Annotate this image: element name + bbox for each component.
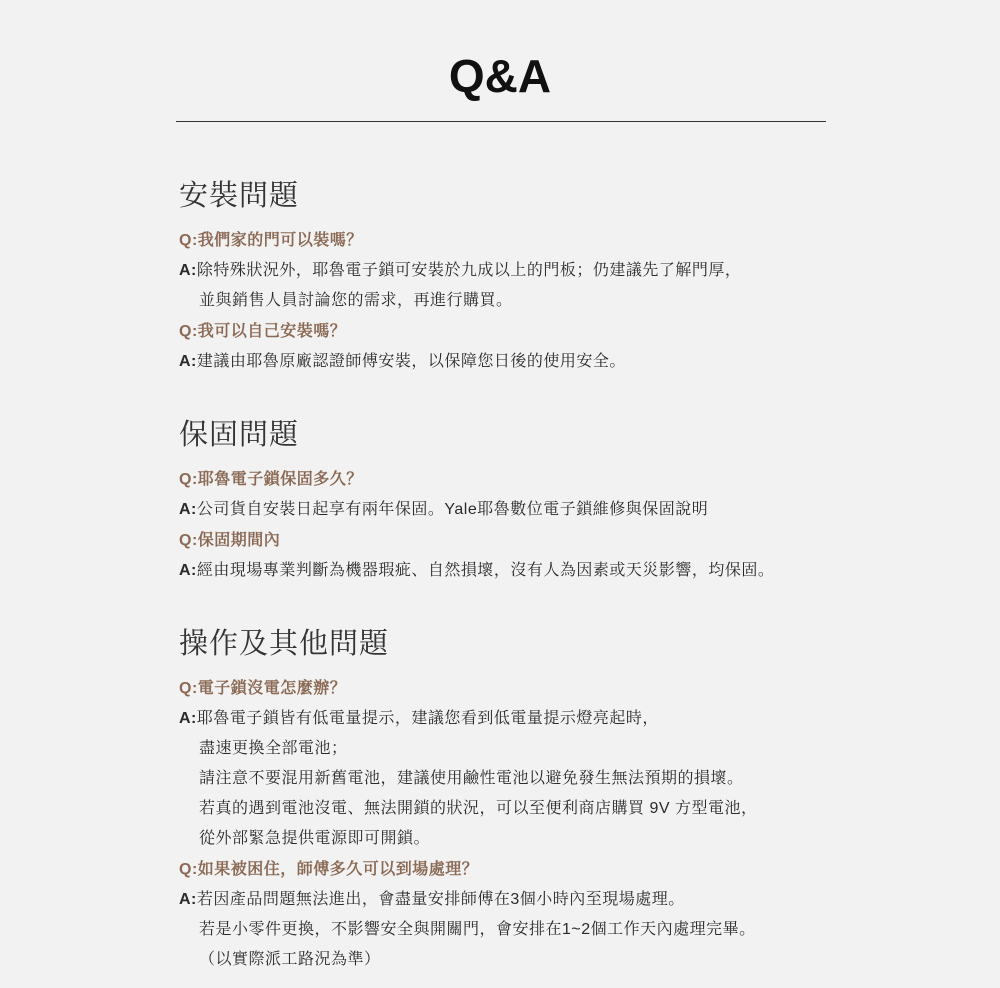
answer-text: 盡速更換全部電池；	[199, 740, 348, 757]
answer-prefix: A:	[179, 353, 197, 370]
answer-line	[179, 885, 839, 915]
qa-item	[179, 674, 839, 854]
section-heading: 保固問題	[179, 419, 300, 451]
question: Q:耶魯電子鎖保固多久？	[179, 471, 363, 488]
qa-item	[179, 465, 839, 525]
answer-text: 從外部緊急提供電源即可開鎖。	[199, 830, 431, 847]
answer-line	[179, 915, 839, 945]
qa-item	[179, 526, 839, 586]
answer-text: 並與銷售人員討論您的需求，再進行購買。	[199, 292, 513, 309]
section-heading: 安裝問題	[179, 180, 300, 212]
answer-text: 公司貨自安裝日起享有兩年保固。Yale耶魯數位電子鎖維修與保固說明	[196, 501, 709, 518]
answer-text: 耶魯電子鎖皆有低電量提示，建議您看到低電量提示燈亮起時，	[196, 710, 659, 727]
question: Q:保固期間內	[179, 532, 281, 549]
answer-prefix: A:	[179, 262, 197, 279]
answer-line	[179, 495, 839, 525]
answer-text: （以實際派工路況為準）	[199, 951, 381, 968]
answer-text: 請注意不要混用新舊電池，建議使用鹼性電池以避免發生無法預期的損壞。	[199, 770, 744, 787]
section-heading: 操作及其他問題	[179, 628, 390, 660]
question: Q:電子鎖沒電怎麼辦？	[179, 680, 347, 697]
answer-text: 建議由耶魯原廠認證師傅安裝，以保障您日後的使用安全。	[196, 353, 626, 370]
answer-line	[179, 286, 839, 316]
answer-line	[179, 794, 839, 824]
title-divider	[176, 121, 826, 122]
answer-prefix: A:	[179, 562, 197, 579]
qa-section	[179, 176, 839, 377]
question: Q:我們家的門可以裝嗎？	[179, 232, 363, 249]
answer-line	[179, 256, 839, 286]
answer-line	[179, 734, 839, 764]
answer-line	[179, 704, 839, 734]
answer-line	[179, 764, 839, 794]
answer-prefix: A:	[179, 501, 197, 518]
qa-section	[179, 624, 839, 975]
answer-line	[179, 945, 839, 975]
answer-text: 經由現場專業判斷為機器瑕疵、自然損壞，沒有人為因素或天災影響，均保固。	[196, 562, 775, 579]
answer-prefix: A:	[179, 710, 197, 727]
question: Q:我可以自己安裝嗎？	[179, 323, 347, 340]
answer-text: 除特殊狀況外，耶魯電子鎖可安裝於九成以上的門板；仍建議先了解門厚，	[196, 262, 742, 279]
question: Q:如果被困住，師傅多久可以到場處理？	[179, 861, 479, 878]
answer-line	[179, 347, 839, 377]
answer-text: 若是小零件更換，不影響安全與開關門，會安排在1~2個工作天內處理完畢。	[199, 921, 756, 938]
answer-prefix: A:	[179, 891, 197, 908]
qa-section	[179, 415, 839, 586]
qa-content	[179, 176, 839, 975]
answer-text: 若因產品問題無法進出，會盡量安排師傅在3個小時內至現場處理。	[196, 891, 685, 908]
answer-line	[179, 824, 839, 854]
qa-item	[179, 855, 839, 975]
qa-item	[179, 226, 839, 316]
answer-text: 若真的遇到電池沒電、無法開鎖的狀況，可以至便利商店購買 9V 方型電池，	[199, 800, 758, 817]
qa-item	[179, 317, 839, 377]
page-title: Q&A	[448, 50, 552, 102]
answer-line	[179, 556, 839, 586]
